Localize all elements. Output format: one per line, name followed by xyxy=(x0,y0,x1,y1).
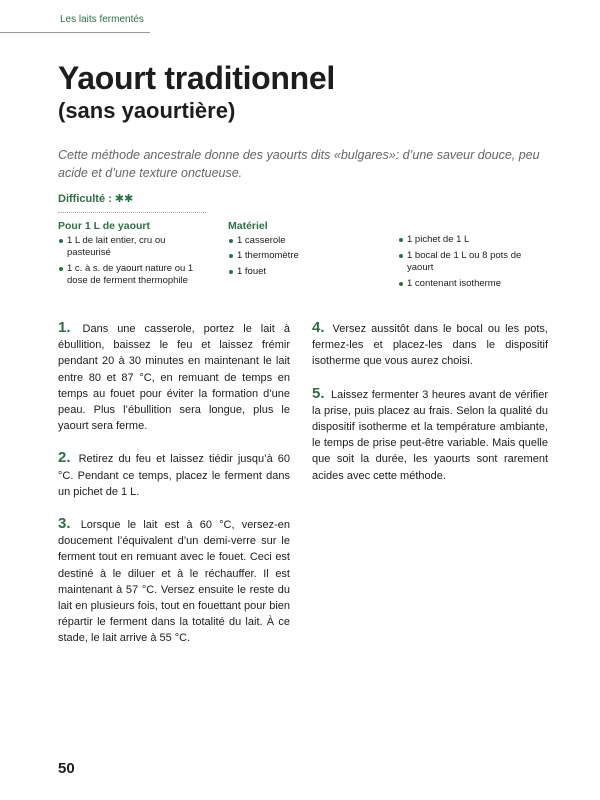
equipment-block-2 xyxy=(398,234,548,293)
difficulty-rule xyxy=(58,212,206,213)
running-head-rule xyxy=(0,32,150,33)
list-item: 1 pichet de 1 L xyxy=(398,234,548,247)
difficulty-rating: Difficulté : ✱✱ xyxy=(58,193,134,205)
step-2 xyxy=(58,450,290,500)
steps-column-right xyxy=(312,320,548,500)
step-number: 5. xyxy=(312,384,325,402)
step-number: 2. xyxy=(58,449,71,467)
list-item: 1 thermomètre xyxy=(228,250,388,263)
step-number: 3. xyxy=(58,515,71,533)
step-text: Laissez fermenter 3 heures avant de vérifier la prise, puis placez au frais. Selon la qualité du dispositif isotherme et la température ambiante, le temps de prise peut-être variable. Mais quelle que soit la durée, les yaourts sont rarement acides avec cette méthode. xyxy=(312,388,549,482)
step-4 xyxy=(312,320,548,370)
list-item: 1 c. à s. de yaourt nature ou 1 dose de ferment thermophile xyxy=(58,263,208,288)
step-number: 1. xyxy=(58,319,71,336)
equipment-list-b xyxy=(398,234,548,290)
list-item: 1 L de lait entier, cru ou pasteurisé xyxy=(58,235,208,260)
step-text: Dans une casserole, portez le lait à ébullition, baissez le feu et laissez frémir pendant 20 à 30 minutes en maintenant le lait entre 80 et 87 °C, en remuant de temps en temps au fouet pour éviter la formation d’une peau. Plus l’ébullition sera longue, plus le yaourt sera ferme. xyxy=(58,323,290,433)
step-3 xyxy=(58,516,290,647)
list-item: 1 fouet xyxy=(228,266,388,279)
step-1 xyxy=(58,320,290,434)
step-number: 4. xyxy=(312,319,325,336)
recipe-intro: Cette méthode ancestrale donne des yaourts dits «bulgares»: d’une saveur douce, peu acide et d’une texture onctueuse. xyxy=(58,148,540,180)
equipment-list-a xyxy=(228,235,388,279)
equipment-heading: Matériel xyxy=(228,220,268,232)
step-text: Lorsque le lait est à 60 °C, versez-en doucement l’équivalent d’un demi-verre sur le ferment tout en remuant avec le fouet. Ceci est destiné à le diluer et à le réchauffer. Il est maintenant à 57 °C. Versez ensuite le reste du lait en plusieurs fois, tout en fouettant pour bien répartir le ferment dans la totalité du lait. À ce stade, le lait arrive à 55 °C. xyxy=(58,519,290,645)
step-5 xyxy=(312,386,548,484)
ingredients-block xyxy=(58,220,208,291)
recipe-title: Yaourt traditionnel xyxy=(58,60,335,96)
ingredients-heading: Pour 1 L de yaourt xyxy=(58,220,150,232)
recipe-subtitle: (sans yaourtière) xyxy=(58,98,236,123)
page-number: 50 xyxy=(58,760,75,777)
step-text: Versez aussitôt dans le bocal ou les pots, fermez-les et placez-les dans le dispositif isotherme que vous aurez choisi. xyxy=(312,323,548,368)
equipment-block xyxy=(228,220,388,281)
step-text: Retirez du feu et laissez tiédir jusqu’à 60 °C. Pendant ce temps, placez le ferment dans un pichet de 1 L. xyxy=(58,453,290,498)
running-head: Les laits fermentés xyxy=(60,14,144,25)
list-item: 1 bocal de 1 L ou 8 pots de yaourt xyxy=(398,250,548,275)
ingredients-list xyxy=(58,235,208,288)
list-item: 1 casserole xyxy=(228,235,388,248)
steps-column-left xyxy=(58,320,290,663)
list-item: 1 contenant isotherme xyxy=(398,278,548,291)
